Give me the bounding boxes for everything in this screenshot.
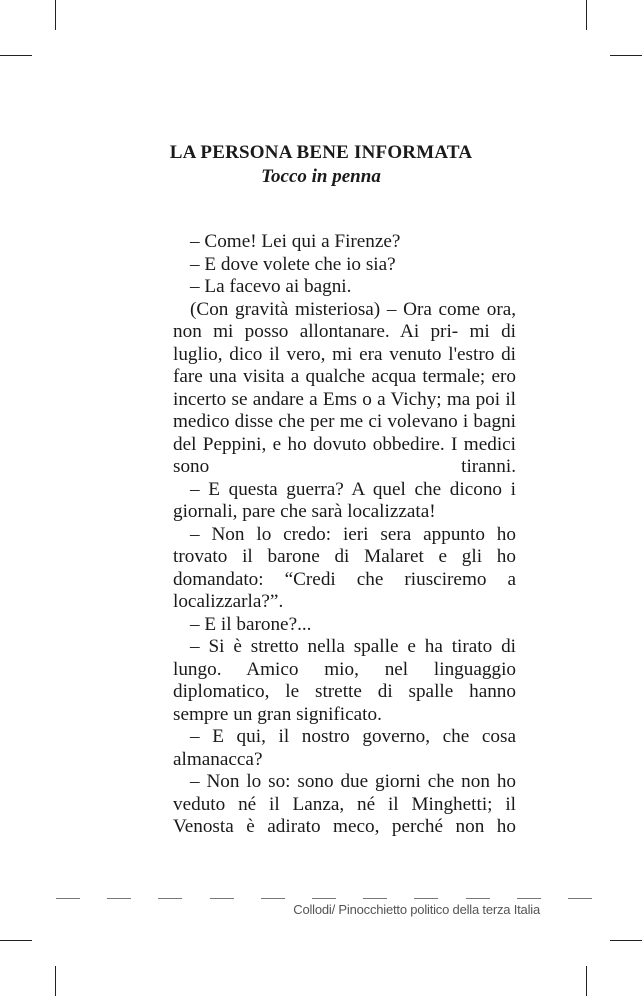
crop-mark-right-top [610,55,642,56]
paragraph [173,276,516,299]
text-line: – E qui, il nostro governo, che cosa [190,726,516,747]
text-line: dovuto obbedire. I medici sono tiranni. [173,433,517,477]
text-line: Venosta è adirato meco, perché non ho [173,816,516,837]
text-line: – Si è stretto nella spalle e ha tirato [190,636,493,657]
text-line: – Come! Lei qui a Firenze? [190,231,401,252]
text-line: ho veduto né il Lanza, né il Minghetti; il [173,771,516,815]
crop-mark-right-bottom [610,940,642,941]
text-line: ora, non mi posso allontanare. Ai pri- [173,298,517,342]
text-line: sempre un gran significato. [173,703,382,725]
text-line: mi di luglio, dico il vero, mi era venuto [173,321,516,365]
text-line: – La facevo ai bagni. [190,276,352,297]
crop-mark-left-top [0,55,32,56]
text-line: – Non lo credo: ieri sera appunto ho [190,523,516,545]
text-line: trovato il barone di Malaret e gli ho [173,546,516,567]
text-line: giornali, pare che sarà localizzata! [173,501,436,522]
crop-mark-left-bottom [0,940,32,941]
running-footer: Collodi/ Pinocchietto politico della terza Italia [293,902,540,917]
paragraph [173,254,516,277]
text-line: termale; ero incerto se andare a Ems o [173,366,516,410]
text-line: – Non lo so: sono due giorni che non [190,771,490,792]
body-text [173,231,516,839]
text-line: (Con gravità misteriosa) – Ora come [190,298,481,320]
text-line: domandato: “Credi che riusciremo a [173,568,516,590]
crop-mark-top-right [586,0,587,30]
text-line: almanacca? [173,748,263,770]
footer-dashed-rule [56,898,592,899]
paragraph [173,524,516,614]
crop-mark-bottom-right [586,966,587,996]
paragraph [173,614,516,637]
crop-mark-bottom-left [55,966,56,996]
crop-mark-top-left [55,0,56,30]
paragraph [173,231,516,254]
text-line: di lungo. Amico mio, nel linguaggio [173,636,517,680]
text-line: – E il barone?... [190,613,312,635]
paragraph [173,479,516,524]
paragraph [173,771,516,839]
paragraph [173,636,516,726]
text-line: – E questa guerra? A quel che dicono i [190,478,516,500]
paragraph [173,726,516,771]
text-line: a Vichy; ma poi il medico disse che per [173,388,517,432]
text-line: l'estro di fare una visita a qualche acqua [173,343,517,387]
text-line: localizzarla?”. [173,591,284,612]
text-line: – E dove volete che io sia? [190,253,396,275]
text-line: diplomatico, le strette di spalle hanno [173,681,516,702]
text-line: me ci volevano i bagni del Peppini, e ho [173,411,516,455]
paragraph [173,299,516,479]
chapter-heading [0,141,642,189]
chapter-title: LA PERSONA BENE INFORMATA [169,142,473,163]
chapter-subtitle: Tocco in penna [261,166,381,187]
